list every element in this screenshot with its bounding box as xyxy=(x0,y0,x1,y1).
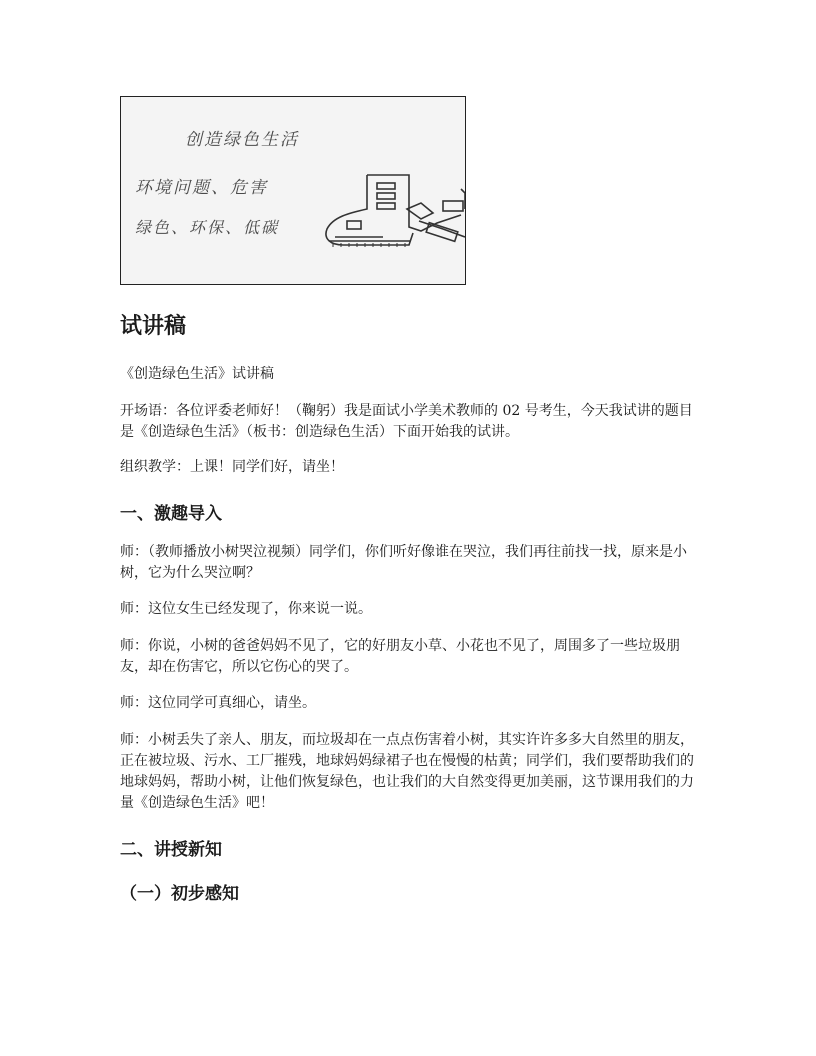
blackboard-sketch-image xyxy=(120,96,466,285)
section-heading-1: 一、激趣导入 xyxy=(120,504,222,524)
paragraph: 师：你说，小树的爸爸妈妈不见了，它的好朋友小草、小花也不见了，周围多了一些垃圾朋友，却在伤害它，所以它伤心的哭了。 xyxy=(120,638,680,675)
paragraph: 师：这位女生已经发现了，你来说一说。 xyxy=(120,601,372,617)
opening-paragraph: 开场语：各位评委老师好！（鞠躬）我是面试小学美术教师的 02 号考生，今天我试讲的题目是《创造绿色生活》（板书：创造绿色生活）下面开始我的试讲。 xyxy=(120,403,693,440)
paragraph: 师：这位同学可真细心，请坐。 xyxy=(120,695,316,711)
section-heading-2: 二、讲授新知 xyxy=(120,840,222,860)
subsection-heading: （一）初步感知 xyxy=(120,884,239,904)
sketch-text-line-1: 创造绿色生活 xyxy=(185,130,299,150)
sketch-text-line-3: 绿色、环保、低碳 xyxy=(135,218,280,237)
organize-paragraph: 组织教学：上课！同学们好，请坐！ xyxy=(120,459,344,475)
paragraph: 师：小树丢失了亲人、朋友，而垃圾却在一点点伤害着小树，其实许许多多大自然里的朋友，正在被垃圾、污水、工厂摧残，地球妈妈绿裙子也在慢慢的枯黄；同学们，我们要帮助我们的地球妈妈，帮助小树，让他们恢复绿色，也让我们的大自然变得更加美丽，这节课用我们的力量《创造绿色生活》吧！ xyxy=(120,732,694,811)
paragraph: 师：（教师播放小树哭泣视频）同学们，你们听好像谁在哭泣，我们再往前找一找，原来是小树，它为什么哭泣啊？ xyxy=(120,544,687,581)
document-subtitle: 《创造绿色生活》试讲稿 xyxy=(120,366,274,382)
sketch-text-line-2: 环境问题、危害 xyxy=(135,178,268,198)
document-title: 试讲稿 xyxy=(120,314,187,339)
